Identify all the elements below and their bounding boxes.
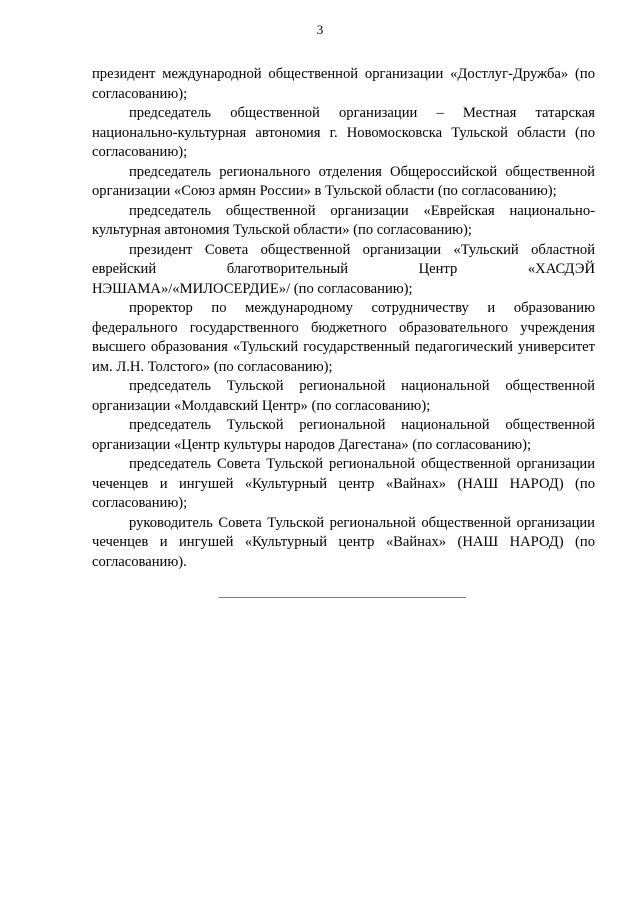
member-entry: председатель общественной организации – Местная татарская национально-культурная автономия г. Новомосковска Тульской области (по согласованию); <box>92 105 595 160</box>
member-entry: президент Совета общественной организации «Тульский областной еврейский благотворительный Центр «ХАСДЭЙ НЭШАМА»/«МИЛОСЕРДИЕ»/ (по согласованию); <box>92 241 595 297</box>
end-divider <box>219 597 466 598</box>
member-entry: президент международной общественной организации «Достлуг-Дружба» (по согласованию); <box>92 66 595 102</box>
member-entry: руководитель Совета Тульской региональной общественной организации чеченцев и ингушей «Культурный центр «Вайнах» (НАШ НАРОД) (по согласованию). <box>92 514 595 570</box>
document-body <box>92 65 595 572</box>
member-entry: проректор по международному сотрудничеству и образованию федерального государственного бюджетного образовательного учреждения высшего образования «Тульский государственный педагогический университет им. Л.Н. Толстого» (по согласованию); <box>92 300 595 375</box>
member-entry: председатель Совета Тульской региональной общественной организации чеченцев и ингушей «Культурный центр «Вайнах» (НАШ НАРОД) (по согласованию); <box>92 456 595 511</box>
member-entry: председатель регионального отделения Общероссийской общественной организации «Союз армян России» в Тульской области (по согласованию); <box>92 163 595 199</box>
page-number: 3 <box>316 22 324 37</box>
member-entry: председатель общественной организации «Еврейская национально-культурная автономия Тульской области» (по согласованию); <box>92 202 595 238</box>
member-entry: председатель Тульской региональной национальной общественной организации «Центр культуры народов Дагестана» (по согласованию); <box>92 417 595 453</box>
member-entry: председатель Тульской региональной национальной общественной организации «Молдавский Центр» (по согласованию); <box>92 378 595 414</box>
